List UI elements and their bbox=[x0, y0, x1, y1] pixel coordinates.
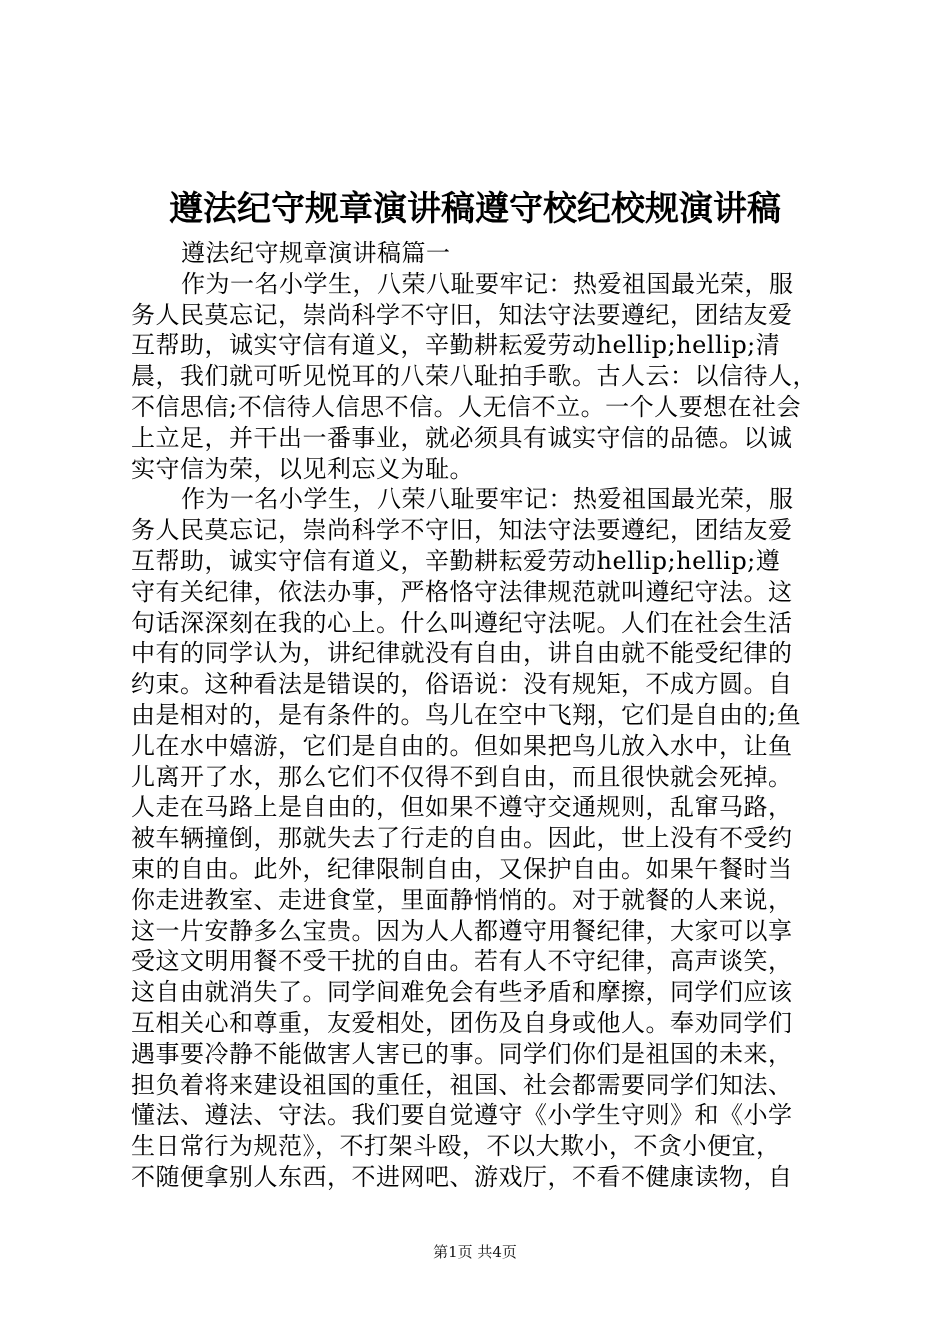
paragraph-1-line: 互帮助，诚实守信有道义，辛勤耕耘爱劳动hellip;hellip;清 bbox=[131, 331, 781, 360]
page-title: 遵法纪守规章演讲稿遵守校纪校规演讲稿 bbox=[169, 189, 781, 229]
paragraph-2-line: 儿在水中嬉游，它们是自由的。但如果把鸟儿放入水中，让鱼 bbox=[131, 731, 793, 760]
paragraph-2-line: 互相关心和尊重，友爱相处，团伤及自身或他人。奉劝同学们 bbox=[131, 1008, 793, 1037]
section-subheading: 遵法纪守规章演讲稿篇一 bbox=[181, 239, 451, 267]
paragraph-2-line: 束的自由。此外，纪律限制自由，又保护自由。如果午餐时当 bbox=[131, 854, 793, 883]
paragraph-2-line: 被车辆撞倒，那就失去了行走的自由。因此，世上没有不受约 bbox=[131, 824, 793, 853]
paragraph-2-line: 守有关纪律，依法办事，严格恪守法律规范就叫遵纪守法。这 bbox=[131, 577, 793, 606]
paragraph-2-line: 约束。这种看法是错误的，俗语说：没有规矩，不成方圆。自 bbox=[131, 670, 793, 699]
paragraph-2-line: 不随便拿别人东西，不进网吧、游戏厅，不看不健康读物，自 bbox=[131, 1162, 793, 1191]
paragraph-2-line: 人走在马路上是自由的，但如果不遵守交通规则，乱窜马路， bbox=[131, 793, 793, 822]
paragraph-2-line: 懂法、遵法、守法。我们要自觉遵守《小学生守则》和《小学 bbox=[131, 1101, 793, 1130]
paragraph-2-line: 句话深深刻在我的心上。什么叫遵纪守法呢。人们在社会生活 bbox=[131, 608, 793, 637]
paragraph-1-line: 不信思信;不信待人信思不信。人无信不立。一个人要想在社会 bbox=[131, 392, 802, 421]
paragraph-2-line: 儿离开了水，那么它们不仅得不到自由，而且很快就会死掉。 bbox=[131, 762, 793, 791]
paragraph-1-line: 上立足，并干出一番事业，就必须具有诚实守信的品德。以诚 bbox=[131, 423, 793, 452]
paragraph-2-line: 作为一名小学生，八荣八耻要牢记：热爱祖国最光荣，服 bbox=[181, 485, 794, 514]
paragraph-2-line: 这一片安静多么宝贵。因为人人都遵守用餐纪律，大家可以享 bbox=[131, 916, 793, 945]
page-footer: 第1页 共4页 bbox=[433, 1243, 517, 1261]
paragraph-2-line: 受这文明用餐不受干扰的自由。若有人不守纪律，高声谈笑， bbox=[131, 947, 793, 976]
paragraph-1-line: 作为一名小学生，八荣八耻要牢记：热爱祖国最光荣，服 bbox=[181, 269, 794, 298]
paragraph-2-line: 遇事要冷静不能做害人害已的事。同学们你们是祖国的未来， bbox=[131, 1039, 793, 1068]
paragraph-1-line: 务人民莫忘记，崇尚科学不守旧，知法守法要遵纪，团结友爱 bbox=[131, 300, 793, 329]
paragraph-2-line: 互帮助，诚实守信有道义，辛勤耕耘爱劳动hellip;hellip;遵 bbox=[131, 546, 781, 575]
paragraph-1 bbox=[131, 269, 831, 485]
paragraph-2-line: 中有的同学认为，讲纪律就没有自由，讲自由就不能受纪律的 bbox=[131, 639, 793, 668]
paragraph-2-line: 担负着将来建设祖国的重任，祖国、社会都需要同学们知法、 bbox=[131, 1070, 793, 1099]
document-body bbox=[131, 238, 831, 1193]
paragraph-2 bbox=[131, 484, 831, 1192]
paragraph-1-line: 实守信为荣，以见利忘义为耻。 bbox=[131, 454, 474, 483]
paragraph-2-line: 这自由就消失了。同学间难免会有些矛盾和摩擦，同学们应该 bbox=[131, 978, 793, 1007]
paragraph-2-line: 由是相对的，是有条件的。鸟儿在空中飞翔，它们是自由的;鱼 bbox=[131, 700, 802, 729]
paragraph-2-line: 你走进教室、走进食堂，里面静悄悄的。对于就餐的人来说， bbox=[131, 885, 793, 914]
paragraph-1-line: 晨，我们就可听见悦耳的八荣八耻拍手歌。古人云：以信待人， bbox=[131, 362, 817, 391]
paragraph-2-line: 务人民莫忘记，崇尚科学不守旧，知法守法要遵纪，团结友爱 bbox=[131, 516, 793, 545]
paragraph-2-line: 生日常行为规范》，不打架斗殴，不以大欺小，不贪小便宜， bbox=[131, 1132, 781, 1161]
